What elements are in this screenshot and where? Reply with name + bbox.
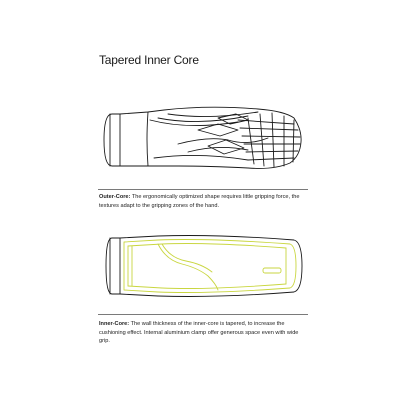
- outer-core-grip-drawing: [98, 100, 308, 180]
- page-title: Tapered Inner Core: [99, 53, 199, 67]
- inner-core-grip-drawing: [98, 230, 308, 300]
- outer-core-illustration: [98, 100, 308, 180]
- outer-core-text: The ergonomically optimized shape requires little gripping force, the textures adapt to the gripping zones of the hand.: [99, 194, 300, 209]
- inner-core-illustration: [98, 230, 308, 300]
- inner-core-caption: [99, 320, 308, 346]
- section-divider: [98, 189, 308, 190]
- inner-core-label: Inner-Core:: [99, 321, 130, 327]
- section-divider: [98, 314, 308, 315]
- outer-core-caption: [99, 193, 308, 210]
- outer-core-label: Outer-Core:: [99, 194, 131, 200]
- inner-core-text: The wall thickness of the inner-core is tapered, to increase the cushioning effect. Internal aluminium clamp offer generous space even with wide grip.: [99, 321, 299, 345]
